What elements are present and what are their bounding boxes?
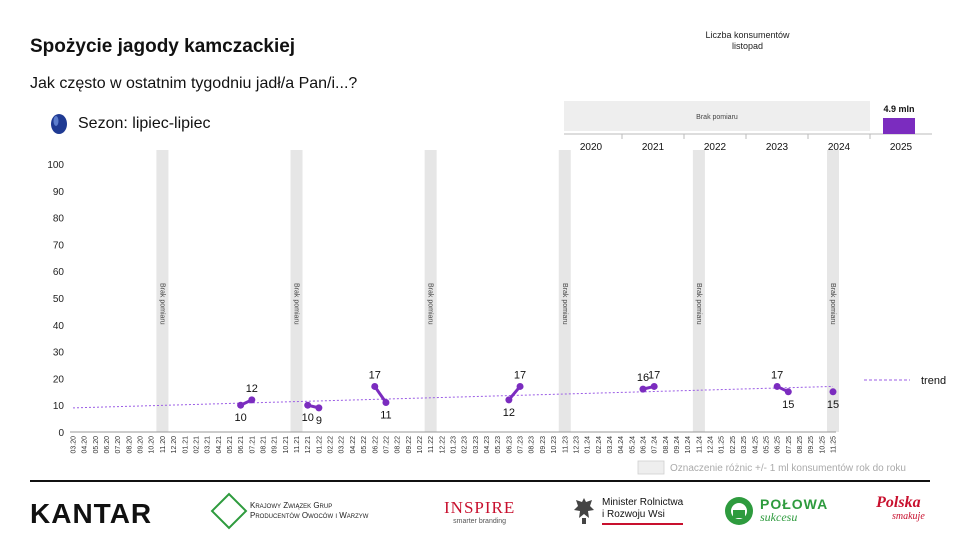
inspire-line2: smarter branding (453, 518, 507, 525)
x-tick-label: 12.22 (439, 436, 447, 454)
x-tick-label: 10.21 (282, 436, 290, 454)
y-tick-label: 80 (52, 213, 64, 225)
x-tick-label: 08.21 (260, 436, 268, 454)
consumers-year-label: 2022 (703, 142, 727, 153)
x-tick-label: 02.25 (729, 436, 737, 454)
trend-line (73, 386, 833, 407)
y-tick-label: 90 (52, 186, 64, 198)
minister-line2: i Rozwoju Wsi (602, 509, 665, 520)
x-tick-label: 03.22 (338, 436, 346, 454)
x-tick-label: 04.20 (81, 436, 89, 454)
x-tick-label: 08.25 (796, 436, 804, 454)
no-measure-label: Brak pomiaru (426, 283, 434, 325)
y-tick-label: 10 (52, 401, 64, 413)
data-point (237, 402, 244, 409)
data-point (774, 383, 781, 390)
x-tick-label: 10.24 (685, 436, 693, 454)
x-tick-label: 12.20 (171, 436, 179, 454)
x-tick-label: 11.25 (830, 436, 838, 453)
data-point (304, 402, 311, 409)
y-tick-label: 40 (52, 320, 64, 332)
minister-line1: Minister Rolnictwa (602, 497, 684, 508)
polska-line2: smakuje (892, 511, 925, 522)
x-tick-label: 02.23 (461, 436, 469, 454)
x-tick-label: 07.25 (785, 436, 793, 454)
x-tick-label: 06.23 (506, 436, 514, 454)
data-point (640, 386, 647, 393)
x-tick-label: 09.21 (271, 436, 279, 454)
kzgp-mark-icon (211, 493, 248, 530)
x-tick-label: 02.21 (193, 436, 201, 454)
x-tick-label: 05.23 (495, 436, 503, 454)
x-tick-label: 05.25 (763, 436, 771, 454)
x-tick-label: 03.20 (70, 436, 78, 454)
data-point (382, 399, 389, 406)
consumers-year-label: 2020 (579, 142, 603, 153)
data-label: 11 (380, 409, 392, 422)
data-point (505, 396, 512, 403)
x-tick-label: 01.23 (450, 436, 458, 454)
x-tick-label: 05.20 (92, 436, 100, 454)
x-tick-label: 11.24 (696, 436, 704, 453)
y-tick-label: 70 (52, 240, 64, 252)
data-label: 10 (234, 412, 247, 425)
data-point (651, 383, 658, 390)
data-label: 15 (782, 398, 795, 411)
y-tick-label: 30 (52, 347, 64, 359)
x-tick-label: 10.23 (551, 436, 559, 454)
y-tick-label: 50 (52, 294, 64, 305)
x-tick-label: 05.22 (361, 436, 369, 454)
season-text: Sezon: lipiec-lipiec (78, 115, 211, 132)
diff-legend-swatch (638, 461, 664, 474)
consumers-year-label: 2024 (827, 142, 851, 153)
x-tick-label: 04.23 (484, 436, 492, 454)
diff-legend-label: Oznaczenie różnic +/- 1 ml konsumentów rok do roku (670, 463, 906, 474)
x-tick-label: 02.22 (327, 436, 335, 454)
consumers-year-label: 2025 (889, 142, 913, 153)
data-label: 17 (368, 369, 381, 382)
no-measure-label: Brak pomiaru (694, 283, 702, 325)
x-tick-label: 07.21 (249, 436, 257, 454)
y-tick-label: 0 (58, 428, 64, 439)
polowa-line1: POŁOWA (760, 496, 829, 512)
inspire-line1: INSPIRE (444, 498, 516, 517)
x-tick-label: 10.20 (148, 436, 156, 454)
x-tick-label: 05.21 (226, 436, 234, 454)
x-tick-label: 04.24 (618, 436, 626, 454)
y-tick-label: 60 (52, 267, 64, 279)
data-label: 17 (648, 369, 661, 382)
kzgp-line2: Producentów Owoców i Warzyw (250, 511, 369, 520)
y-tick-label: 100 (47, 160, 64, 171)
x-tick-label: 08.24 (662, 436, 670, 454)
inspire-logo (444, 498, 515, 525)
consumers-header-line2: listopad (731, 41, 764, 51)
no-measure-panel-label: Brak pomiaru (696, 114, 738, 121)
page-subtitle: Jak często w ostatnim tygodniu jadł/a Pan/i...? (30, 75, 358, 92)
x-tick-label: 05.24 (629, 436, 637, 454)
x-tick-label: 09.22 (405, 436, 413, 454)
x-tick-label: 08.20 (126, 436, 134, 454)
x-tick-label: 03.21 (204, 436, 212, 454)
data-label: 17 (770, 369, 784, 382)
polowa-mark-icon (724, 496, 754, 526)
x-tick-label: 03.24 (606, 436, 614, 454)
kantar-logo: KANTAR (30, 498, 153, 529)
eagle-emblem-icon (572, 496, 596, 526)
trend-legend-label: trend (921, 375, 947, 387)
data-point (785, 388, 792, 395)
x-tick-label: 02.24 (595, 436, 603, 454)
data-label: 9 (315, 414, 322, 427)
consumers-header-line1: Liczba konsumentów (705, 30, 790, 40)
footer-divider (30, 480, 930, 482)
consumers-bar-2025 (883, 118, 915, 134)
data-label: 15 (826, 398, 840, 411)
x-tick-label: 09.23 (539, 436, 547, 454)
data-label: 17 (513, 369, 527, 382)
x-tick-label: 01.21 (182, 436, 190, 454)
data-point (248, 396, 255, 403)
no-measure-label: Brak pomiaru (560, 283, 568, 325)
data-label: 12 (502, 406, 516, 419)
page-title: Spożycie jagody kamczackiej (30, 36, 296, 57)
kzgp-logo (216, 498, 368, 524)
x-tick-label: 12.24 (707, 436, 715, 454)
x-tick-label: 01.22 (316, 436, 324, 454)
x-tick-label: 12.23 (573, 436, 581, 454)
x-tick-label: 11.23 (562, 436, 570, 453)
x-tick-label: 12.21 (305, 436, 313, 454)
kzgp-line1: Krajowy Związek Grup (250, 501, 333, 510)
data-point (315, 404, 322, 411)
x-tick-label: 03.25 (741, 436, 749, 454)
x-tick-label: 06.21 (238, 436, 246, 454)
x-tick-label: 10.25 (819, 436, 827, 454)
no-measure-label: Brak pomiaru (158, 283, 166, 325)
x-tick-label: 11.20 (159, 436, 167, 453)
x-tick-label: 06.22 (372, 436, 380, 454)
polska-line1: Polska (876, 494, 921, 511)
no-measure-label: Brak pomiaru (292, 283, 300, 325)
y-tick-label: 20 (52, 374, 64, 386)
data-label: 16 (636, 372, 650, 385)
x-tick-label: 03.23 (472, 436, 480, 454)
x-tick-label: 04.25 (752, 436, 760, 454)
x-tick-label: 08.23 (528, 436, 536, 454)
x-tick-label: 08.22 (394, 436, 402, 454)
x-tick-label: 06.24 (640, 436, 648, 454)
x-tick-label: 06.20 (104, 436, 112, 454)
polska-smakuje-logo (872, 496, 925, 524)
x-tick-label: 01.25 (718, 436, 726, 454)
x-tick-label: 04.21 (215, 436, 223, 454)
x-tick-label: 07.23 (517, 436, 525, 454)
x-tick-label: 11.22 (428, 436, 436, 453)
x-tick-label: 11.21 (294, 436, 302, 453)
data-point (517, 383, 524, 390)
x-tick-label: 09.24 (674, 436, 682, 454)
polowa-line2: sukcesu (760, 510, 798, 524)
x-tick-label: 09.25 (808, 436, 816, 454)
logo-strip (0, 490, 960, 540)
minister-logo (572, 496, 683, 526)
x-tick-label: 09.20 (137, 436, 145, 454)
polowa-logo (724, 496, 828, 526)
x-tick-label: 10.22 (416, 436, 424, 454)
data-point (830, 388, 837, 395)
x-tick-label: 04.22 (349, 436, 357, 454)
no-measure-label: Brak pomiaru (829, 283, 836, 325)
x-tick-label: 06.25 (774, 436, 782, 454)
consumers-year-label: 2023 (765, 142, 789, 153)
consumers-value-label: 4.9 mln (883, 104, 915, 114)
data-label: 10 (301, 412, 314, 425)
x-tick-label: 07.24 (651, 436, 659, 454)
data-point (371, 383, 378, 390)
consumers-year-label: 2021 (641, 142, 665, 153)
x-tick-label: 07.20 (115, 436, 123, 454)
x-tick-label: 07.22 (383, 436, 391, 454)
data-label: 12 (245, 382, 258, 395)
x-tick-label: 01.24 (584, 436, 592, 454)
